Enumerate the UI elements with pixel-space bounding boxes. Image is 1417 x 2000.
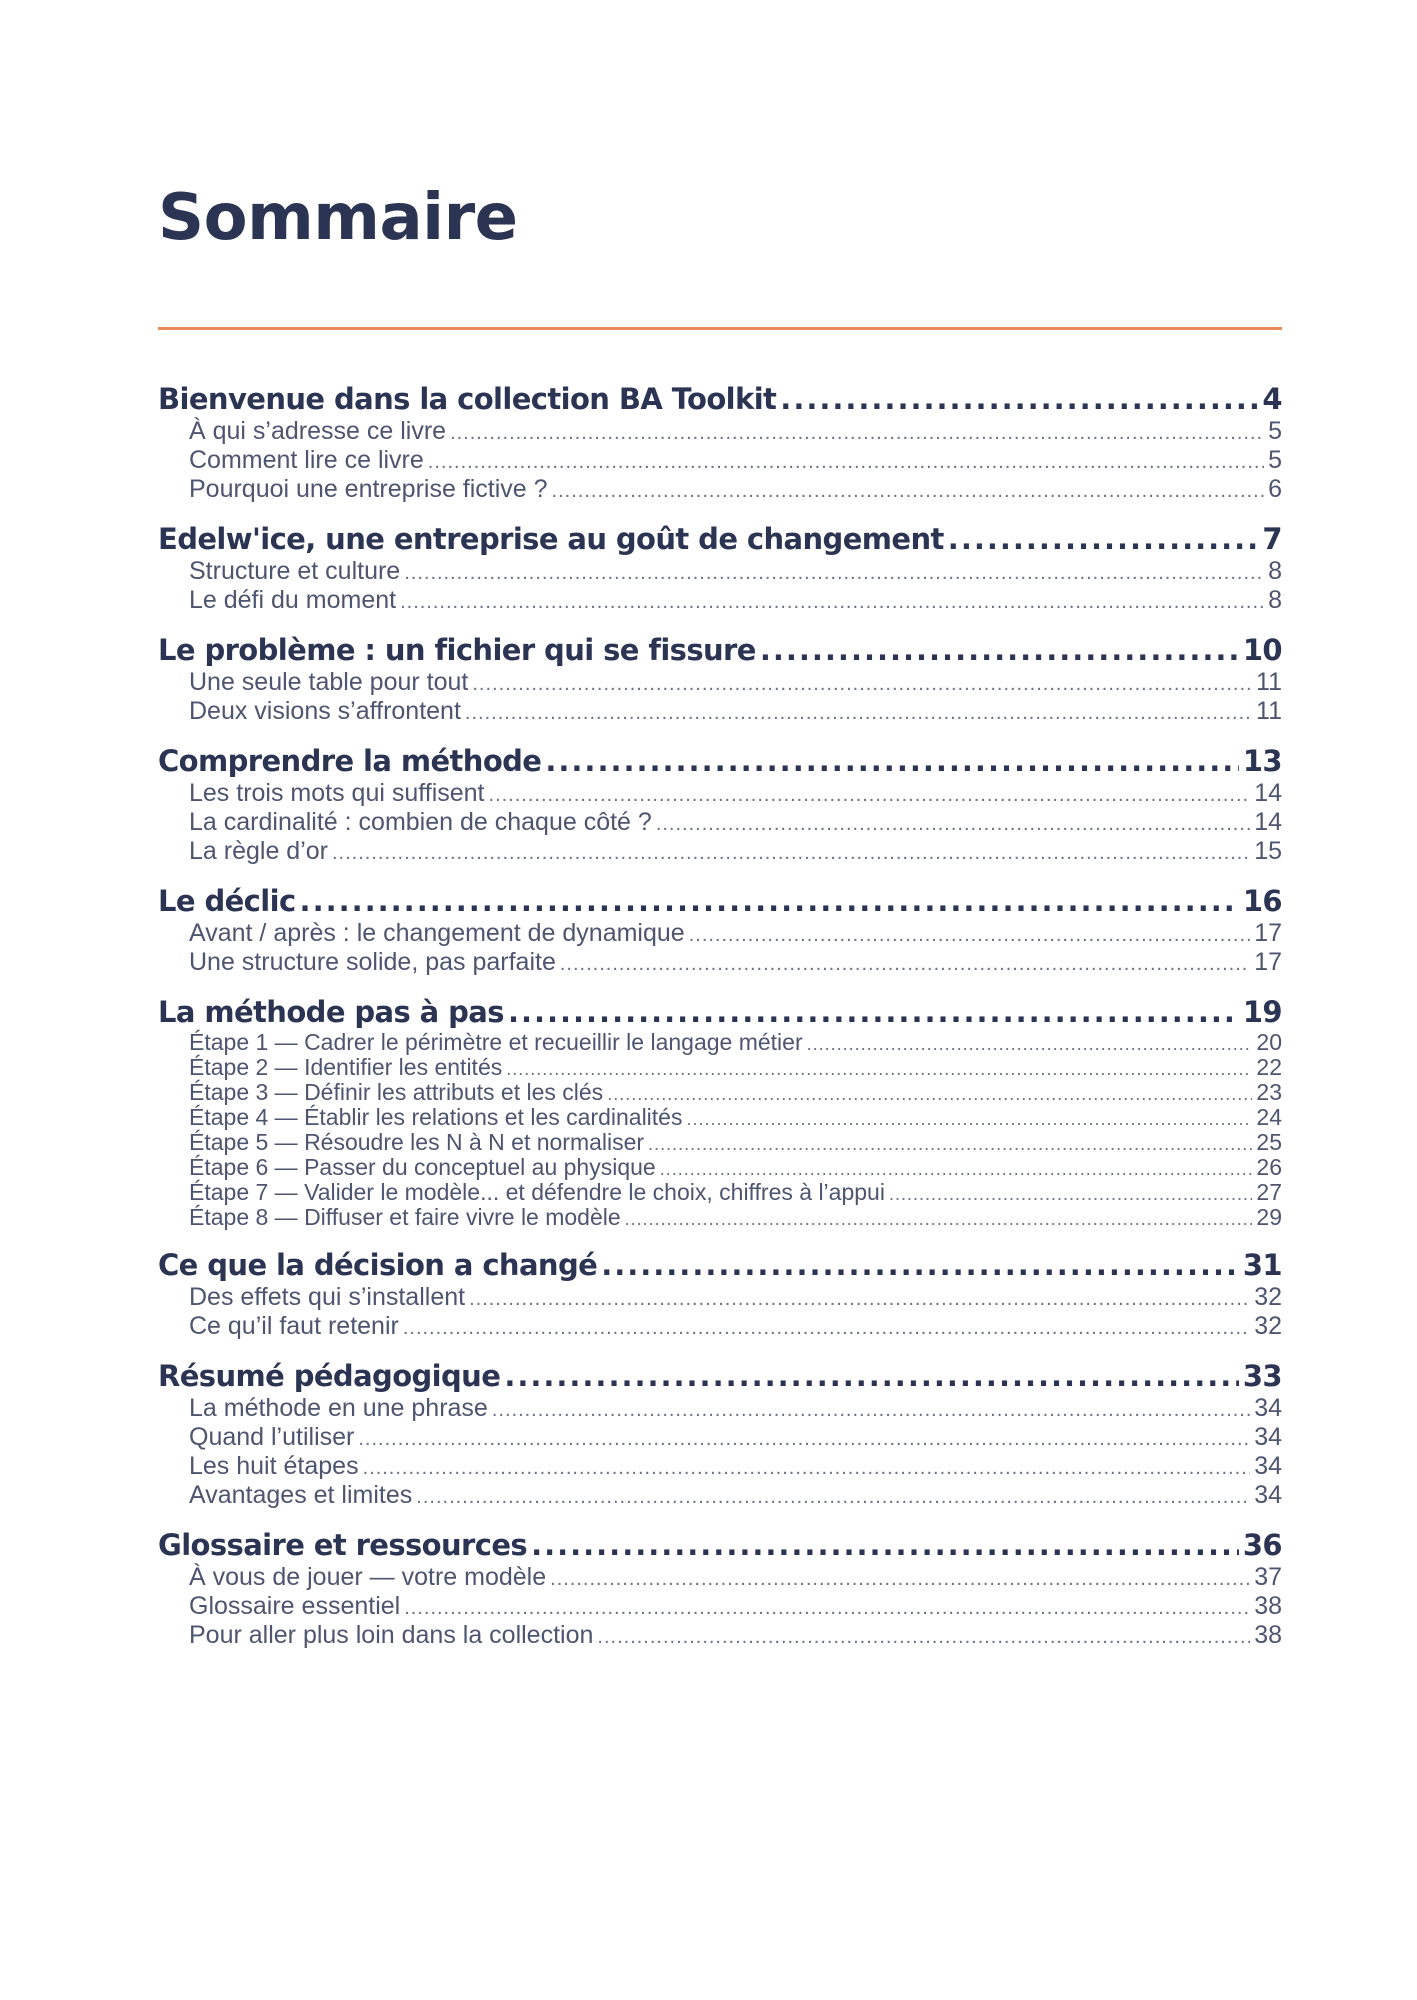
toc-subentry-page-number: 34 [1254, 1481, 1282, 1509]
toc-subentry-label: Quand l’utiliser [189, 1423, 355, 1451]
toc-subentry-page-number: 11 [1256, 668, 1282, 696]
toc-chapter-entry[interactable] [158, 744, 1282, 779]
toc-chapter-entry-page-number: 19 [1242, 995, 1282, 1029]
toc-chapter-entry-label: Le déclic [158, 884, 296, 918]
dot-leader [625, 1207, 1253, 1232]
toc-chapter-entry[interactable] [158, 633, 1282, 668]
toc-subentry-page-number: 32 [1254, 1312, 1282, 1340]
toc-subentry-label: Étape 7 — Valider le modèle... et défendre le choix, chiffres à l’appui [189, 1179, 885, 1205]
toc-chapter-entry[interactable] [158, 1248, 1282, 1283]
toc-chapter-entry-page-number: 10 [1242, 633, 1282, 667]
toc-chapter-entry-page-number: 36 [1242, 1528, 1282, 1562]
dot-leader [472, 670, 1252, 699]
table-of-contents [158, 382, 1282, 1668]
toc-subentry-label: Étape 8 — Diffuser et faire vivre le modèle [189, 1204, 621, 1230]
dot-leader [469, 1285, 1250, 1314]
toc-chapter-entry-label: Résumé pédagogique [158, 1359, 501, 1393]
toc-subentry[interactable] [158, 1592, 1282, 1621]
toc-chapter-entry-page-number: 31 [1242, 1248, 1282, 1282]
dot-leader [607, 1082, 1252, 1107]
toc-section [158, 382, 1282, 504]
toc-subentry-page-number: 25 [1256, 1129, 1282, 1155]
dot-leader [492, 1396, 1250, 1425]
dot-leader [601, 1248, 1239, 1283]
dot-leader [780, 382, 1258, 417]
toc-subentry-label: Les huit étapes [189, 1452, 359, 1480]
toc-subentry[interactable] [158, 446, 1282, 475]
dot-leader [300, 884, 1239, 919]
toc-subentry-page-number: 17 [1254, 919, 1282, 947]
title-divider [158, 327, 1282, 330]
toc-subentry-label: Étape 6 — Passer du conceptuel au physique [189, 1154, 656, 1180]
toc-subentry-label: Comment lire ce livre [189, 446, 424, 474]
dot-leader [506, 1057, 1252, 1082]
toc-subentry-label: La règle d’or [189, 837, 328, 865]
toc-chapter-entry-label: Le problème : un fichier qui se fissure [158, 633, 756, 667]
toc-subentry[interactable] [158, 837, 1282, 866]
toc-subentry-page-number: 26 [1256, 1154, 1282, 1180]
toc-chapter-entry[interactable] [158, 1528, 1282, 1563]
toc-chapter-entry-page-number: 13 [1242, 744, 1282, 778]
toc-subentry-page-number: 23 [1256, 1079, 1282, 1105]
toc-subentry[interactable] [158, 586, 1282, 615]
toc-subentry[interactable] [158, 697, 1282, 726]
toc-chapter-entry-page-number: 4 [1262, 382, 1282, 416]
dot-leader [504, 1359, 1239, 1394]
dot-leader [403, 1314, 1250, 1343]
toc-subentry-label: Avant / après : le changement de dynamique [189, 919, 685, 947]
toc-subentry-page-number: 29 [1256, 1204, 1282, 1230]
toc-subentry-label: Une seule table pour tout [189, 668, 469, 696]
dot-leader [358, 1425, 1250, 1454]
toc-chapter-entry[interactable] [158, 522, 1282, 557]
toc-subentry-label: Pour aller plus loin dans la collection [189, 1621, 594, 1649]
dot-leader [648, 1132, 1252, 1157]
toc-subentry-page-number: 32 [1254, 1283, 1282, 1311]
dot-leader [404, 559, 1264, 588]
dot-leader [531, 1528, 1239, 1563]
toc-section [158, 522, 1282, 615]
toc-subentry[interactable] [158, 1283, 1282, 1312]
toc-chapter-entry-label: Bienvenue dans la collection BA Toolkit [158, 382, 777, 416]
toc-subentry-label: La méthode en une phrase [189, 1394, 488, 1422]
toc-section [158, 744, 1282, 866]
toc-chapter-entry[interactable] [158, 382, 1282, 417]
toc-subentry-page-number: 38 [1254, 1621, 1282, 1649]
toc-section [158, 1359, 1282, 1510]
toc-subentry-label: Étape 4 — Établir les relations et les cardinalités [189, 1104, 683, 1130]
toc-subentry[interactable] [158, 1080, 1282, 1105]
toc-subentry-page-number: 22 [1256, 1054, 1282, 1080]
toc-subentry[interactable] [158, 1452, 1282, 1481]
toc-subentry-label: Les trois mots qui suffisent [189, 779, 485, 807]
dot-leader [428, 448, 1264, 477]
toc-subentry-page-number: 20 [1256, 1029, 1282, 1055]
toc-subentry-page-number: 24 [1256, 1104, 1282, 1130]
toc-subentry[interactable] [158, 1394, 1282, 1423]
toc-subentry-page-number: 15 [1254, 837, 1282, 865]
toc-subentry-label: Avantages et limites [189, 1481, 413, 1509]
toc-subentry[interactable] [158, 1105, 1282, 1130]
toc-section [158, 633, 1282, 726]
toc-subentry[interactable] [158, 1180, 1282, 1205]
toc-subentry-label: Deux visions s’affrontent [189, 697, 461, 725]
toc-subentry-page-number: 37 [1254, 1563, 1282, 1591]
toc-subentry-label: Étape 2 — Identifier les entités [189, 1054, 503, 1080]
toc-subentry-label: Glossaire essentiel [189, 1592, 401, 1620]
dot-leader [807, 1032, 1253, 1057]
toc-subentry-page-number: 17 [1254, 948, 1282, 976]
dot-leader [550, 1565, 1250, 1594]
toc-chapter-entry-label: Glossaire et ressources [158, 1528, 528, 1562]
toc-subentry-page-number: 8 [1268, 586, 1282, 614]
toc-subentry-page-number: 27 [1256, 1179, 1282, 1205]
toc-subentry[interactable] [158, 1155, 1282, 1180]
toc-chapter-entry-page-number: 7 [1262, 522, 1282, 556]
dot-leader [450, 419, 1264, 448]
dot-leader [689, 921, 1250, 950]
toc-subentry-page-number: 34 [1254, 1423, 1282, 1451]
toc-subentry[interactable] [158, 1130, 1282, 1155]
dot-leader [948, 522, 1259, 557]
toc-section [158, 884, 1282, 977]
toc-subentry[interactable] [158, 417, 1282, 446]
dot-leader [889, 1182, 1252, 1207]
toc-subentry[interactable] [158, 1312, 1282, 1341]
toc-subentry-label: Le défi du moment [189, 586, 397, 614]
toc-subentry[interactable] [158, 808, 1282, 837]
toc-section [158, 1248, 1282, 1341]
toc-subentry[interactable] [158, 919, 1282, 948]
toc-section [158, 1528, 1282, 1650]
toc-subentry[interactable] [158, 1423, 1282, 1452]
dot-leader [332, 839, 1250, 868]
dot-leader [597, 1623, 1250, 1652]
toc-subentry-page-number: 5 [1268, 417, 1282, 445]
toc-subentry-label: À qui s’adresse ce livre [189, 417, 447, 445]
toc-subentry[interactable] [158, 1055, 1282, 1080]
toc-chapter-entry[interactable] [158, 1359, 1282, 1394]
toc-chapter-entry-label: La méthode pas à pas [158, 995, 504, 1029]
toc-subentry[interactable] [158, 668, 1282, 697]
toc-subentry-page-number: 11 [1256, 697, 1282, 725]
toc-subentry[interactable] [158, 557, 1282, 586]
dot-leader [656, 810, 1250, 839]
toc-chapter-entry-label: Ce que la décision a changé [158, 1248, 598, 1282]
toc-subentry[interactable] [158, 779, 1282, 808]
toc-chapter-entry-page-number: 33 [1242, 1359, 1282, 1393]
toc-chapter-entry-page-number: 16 [1242, 884, 1282, 918]
toc-subentry[interactable] [158, 475, 1282, 504]
toc-subentry-page-number: 8 [1268, 557, 1282, 585]
toc-subentry[interactable] [158, 1481, 1282, 1510]
toc-subentry-label: Pourquoi une entreprise fictive ? [189, 475, 548, 503]
dot-leader [560, 950, 1250, 979]
toc-subentry-label: Structure et culture [189, 557, 401, 585]
dot-leader [489, 781, 1251, 810]
toc-subentry-label: La cardinalité : combien de chaque côté ? [189, 808, 652, 836]
toc-section [158, 995, 1282, 1230]
dot-leader [545, 744, 1238, 779]
toc-subentry-page-number: 6 [1268, 475, 1282, 503]
toc-subentry-label: Étape 5 — Résoudre les N à N et normaliser [189, 1129, 645, 1155]
dot-leader [404, 1594, 1250, 1623]
toc-subentry-page-number: 14 [1254, 779, 1282, 807]
toc-subentry[interactable] [158, 1030, 1282, 1055]
toc-subentry-page-number: 5 [1268, 446, 1282, 474]
dot-leader [363, 1454, 1251, 1483]
toc-chapter-entry[interactable] [158, 995, 1282, 1030]
toc-chapter-entry-label: Comprendre la méthode [158, 744, 542, 778]
toc-subentry-label: Étape 3 — Définir les attributs et les clés [189, 1079, 604, 1105]
toc-subentry-label: Ce qu’il faut retenir [189, 1312, 399, 1340]
dot-leader [400, 588, 1264, 617]
dot-leader [508, 995, 1239, 1030]
toc-subentry-label: Étape 1 — Cadrer le périmètre et recueillir le langage métier [189, 1029, 803, 1055]
toc-chapter-entry-label: Edelw'ice, une entreprise au goût de changement [158, 522, 944, 556]
page-title: Sommaire [158, 181, 518, 255]
toc-subentry[interactable] [158, 1621, 1282, 1650]
toc-subentry[interactable] [158, 1563, 1282, 1592]
toc-subentry-page-number: 34 [1254, 1394, 1282, 1422]
toc-subentry[interactable] [158, 948, 1282, 977]
toc-subentry-page-number: 38 [1254, 1592, 1282, 1620]
toc-subentry[interactable] [158, 1205, 1282, 1230]
dot-leader [552, 477, 1265, 506]
toc-subentry-page-number: 14 [1254, 808, 1282, 836]
toc-subentry-label: Une structure solide, pas parfaite [189, 948, 556, 976]
dot-leader [686, 1107, 1252, 1132]
toc-subentry-label: Des effets qui s’installent [189, 1283, 466, 1311]
toc-subentry-label: À vous de jouer — votre modèle [189, 1563, 547, 1591]
toc-subentry-page-number: 34 [1254, 1452, 1282, 1480]
toc-chapter-entry[interactable] [158, 884, 1282, 919]
dot-leader [760, 633, 1239, 668]
dot-leader [465, 699, 1252, 728]
dot-leader [416, 1483, 1250, 1512]
